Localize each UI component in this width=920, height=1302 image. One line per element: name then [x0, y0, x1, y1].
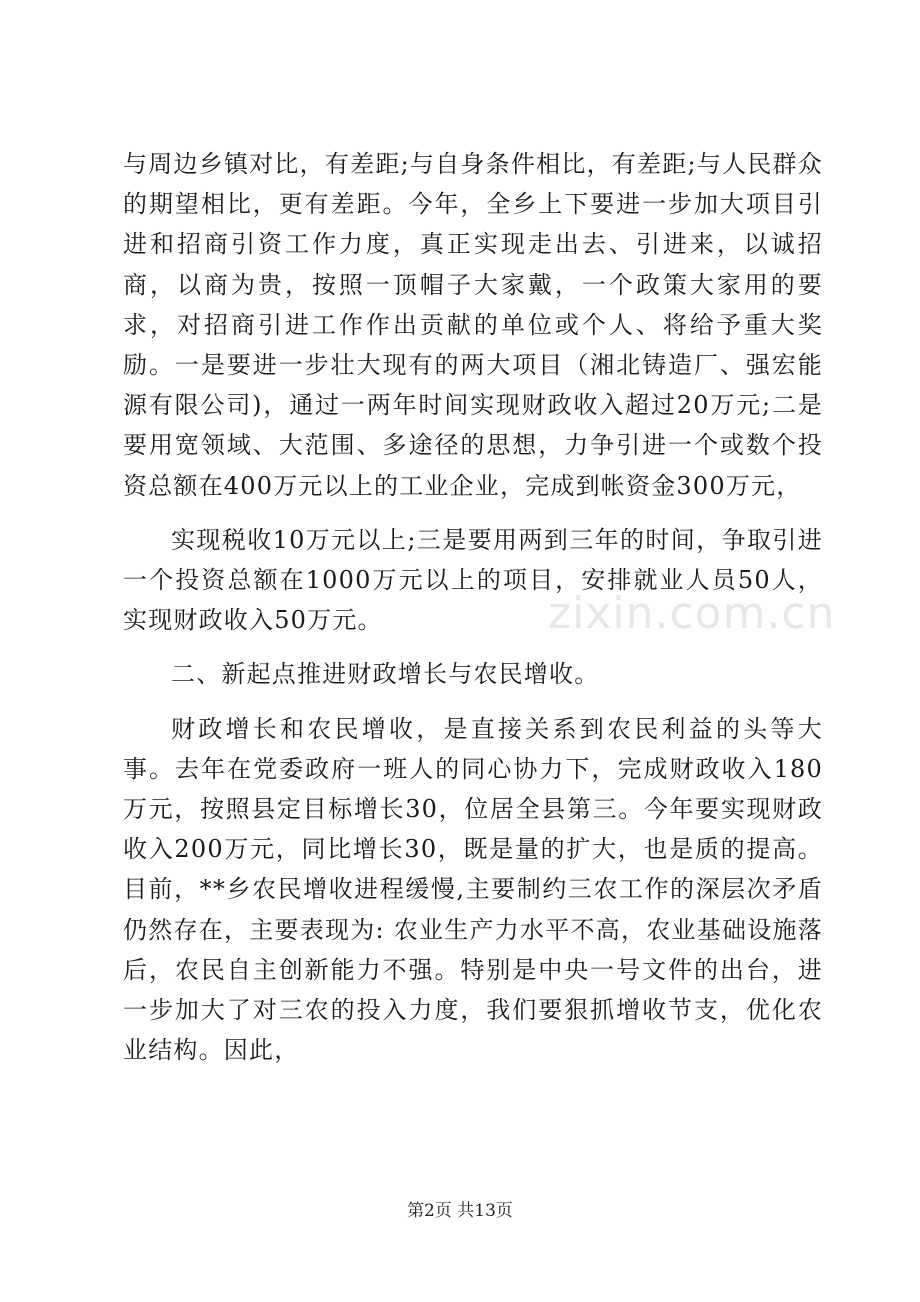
- section-heading: 二、新起点推进财政增长与农民增收。: [171, 660, 600, 689]
- page-number: 第2页 共13页: [407, 1201, 513, 1221]
- paragraph-1: 与周边乡镇对比，有差距;与自身条件相比，有差距;与人民群众的期望相比，更有差距。今年，全乡上下要进一步加大项目引进和招商引资工作力度，真正实现走出去、引进来，以诚招商，以商为贵，按照一顶帽子大家戴，一个政策大家用的要求，对招商引进工作作出贡献的单位或个人、将给予重大奖励。一是要进一步壮大现有的两大项目（湘北铸造厂、强宏能源有限公司)，通过一两年时间实现财政收入超过20万元;二是要用宽领域、大范围、多途径的思想，力争引进一个或数个投资总额在400万元以上的工业企业，完成到帐资金300万元，: [123, 150, 823, 500]
- paragraph-4: 财政增长和农民增收，是直接关系到农民利益的头等大事。去年在党委政府一班人的同心协力下，完成财政收入180万元，按照县定目标增长30，位居全县第三。今年要实现财政收入200万元，同比增长30，既是量的扩大，也是质的提高。目前，**乡农民增收进程缓慢,主要制约三农工作的深层次矛盾仍然存在，主要表现为: 农业生产力水平不高，农业基础设施落后，农民自主创新能力不强。特别是中央一号文件的出台，进一步加大了对三农的投入力度，我们要狠抓增收节支，优化农业结构。因此，: [123, 714, 823, 1065]
- paragraph-2: 实现税收10万元以上;三是要用两到三年的时间，争取引进一个投资总额在1000万元以上的项目，安排就业人员50人，实现财政收入50万元。: [123, 525, 823, 635]
- watermark-text: zixin.com.cn: [548, 588, 836, 639]
- document-body: [123, 144, 823, 1070]
